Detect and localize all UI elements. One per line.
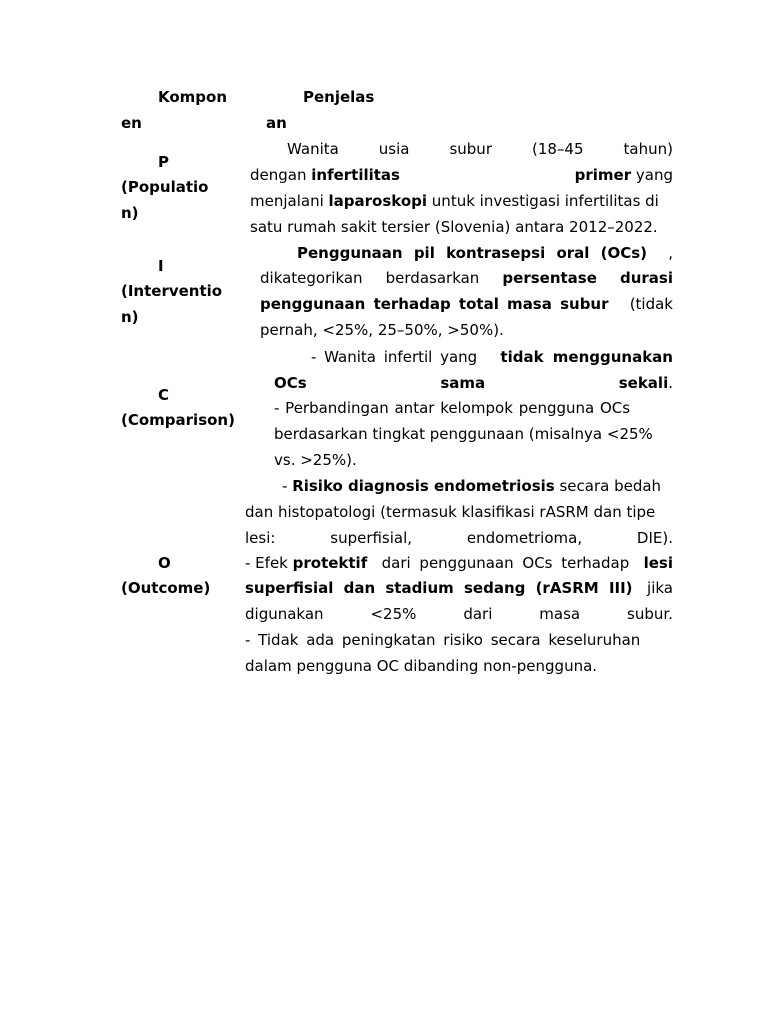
i-text-line4: pernah, <25%, 25–50%, >50%).: [260, 321, 504, 339]
label-p-line2: (Populatio: [121, 178, 209, 196]
header-penjelasan-line2: an: [266, 114, 287, 132]
o-text-line3: lesi: superfisial, endometrioma, DIE).: [245, 529, 673, 547]
label-i-line2: (Interventio: [121, 282, 223, 300]
i-text-line2: dikategorikan berdasarkan persentase durasi: [260, 269, 673, 287]
o-text-line1: - Risiko diagnosis endometriosis secara bedah: [282, 477, 662, 495]
o-text-line2: dan histopatologi (termasuk klasifikasi rASRM dan tipe: [245, 503, 656, 521]
label-o: O: [158, 554, 171, 572]
label-c: C: [158, 386, 170, 404]
header-penjelasan-line1: Penjelas: [303, 88, 375, 106]
o-text-line6: digunakan <25% dari masa subur.: [245, 605, 673, 623]
o-text-line5: superfisial dan stadium sedang (rASRM III) jika: [245, 579, 673, 597]
o-text-line4: - Efek protektif dari penggunaan OCs terhadap lesi: [245, 554, 673, 572]
label-i: I: [158, 257, 164, 275]
c-text-line5: vs. >25%).: [274, 451, 357, 469]
p-text-line2: dengan infertilitas primer yang: [250, 166, 673, 184]
o-text-line7: - Tidak ada peningkatan risiko secara keseluruhan: [245, 631, 641, 649]
c-text-line4: berdasarkan tingkat penggunaan (misalnya <25%: [274, 425, 653, 443]
label-c-line2: (Comparison): [121, 411, 235, 429]
p-text-line1: Wanita usia subur (18–45 tahun): [287, 140, 673, 158]
c-text-line2: OCs sama sekali.: [274, 374, 673, 392]
header-komponen-line2: en: [121, 114, 142, 132]
i-text-line3: penggunaan terhadap total masa subur (tidak: [260, 295, 673, 313]
label-i-line3: n): [121, 308, 139, 326]
i-text-line1: Penggunaan pil kontrasepsi oral (OCs) ,: [297, 244, 673, 262]
o-text-line8: dalam pengguna OC dibanding non-pengguna.: [245, 657, 598, 675]
header-komponen-line1: Kompon: [158, 88, 228, 106]
p-text-line4: satu rumah sakit tersier (Slovenia) antara 2012–2022.: [250, 218, 658, 236]
c-text-line3: - Perbandingan antar kelompok pengguna OCs: [274, 399, 631, 417]
c-text-line1: - Wanita infertil yang tidak menggunakan: [311, 348, 673, 366]
label-p-line3: n): [121, 204, 139, 222]
label-p: P: [158, 153, 169, 171]
label-o-line2: (Outcome): [121, 579, 211, 597]
p-text-line3: menjalani laparoskopi untuk investigasi infertilitas di: [250, 192, 659, 210]
